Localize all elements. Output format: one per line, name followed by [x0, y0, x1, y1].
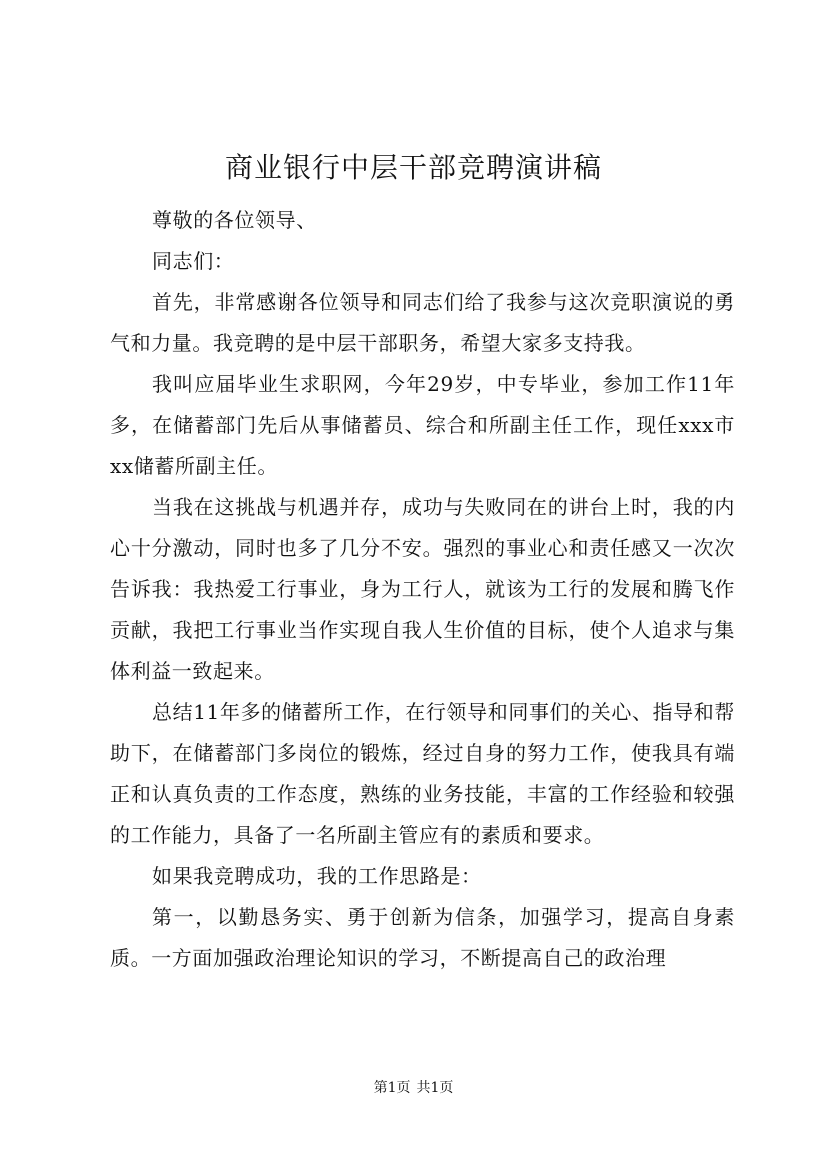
salutation-line: 同志们： — [152, 249, 235, 273]
body-paragraph: 如果我竞聘成功，我的工作思路是： — [152, 864, 482, 888]
body-paragraph: 总结11年多的储蓄所工作，在行领导和同事们的关心、指导和帮助下，在储蓄部门多岗位的锻炼，经过自身的努力工作，使我具有端正和认真负责的工作态度，熟练的业务技能，丰富的工作经验和较强的工作能力，具备了一名所副主管应有的素质和要求。 — [110, 700, 735, 847]
body-paragraph: 首先，非常感谢各位领导和同志们给了我参与这次竞职演说的勇气和力量。我竞聘的是中层干部职务，希望大家多支持我。 — [110, 290, 735, 355]
document-title: 商业银行中层干部竞聘演讲稿 — [224, 151, 602, 184]
salutation-line: 尊敬的各位领导、 — [152, 208, 317, 232]
body-paragraph: 第一，以勤恳务实、勇于创新为信条，加强学习，提高自身素质。一方面加强政治理论知识的学习，不断提高自己的政治理 — [110, 905, 735, 970]
page-footer — [0, 1078, 827, 1098]
document-body — [110, 200, 735, 979]
page-number: 第1页 — [373, 1080, 411, 1096]
body-paragraph: 当我在这挑战与机遇并存，成功与失败同在的讲台上时，我的内心十分激动，同时也多了几分不安。强烈的事业心和责任感又一次次告诉我：我热爱工行事业，身为工行人，就该为工行的发展和腾飞作贡献，我把工行事业当作实现自我人生价值的目标，使个人追求与集体利益一致起来。 — [110, 495, 735, 683]
page-total: 共1页 — [416, 1080, 454, 1096]
body-paragraph: 我叫应届毕业生求职网，今年29岁，中专毕业，参加工作11年多，在储蓄部门先后从事储蓄员、综合和所副主任工作，现任xxx市xx储蓄所副主任。 — [110, 372, 735, 478]
